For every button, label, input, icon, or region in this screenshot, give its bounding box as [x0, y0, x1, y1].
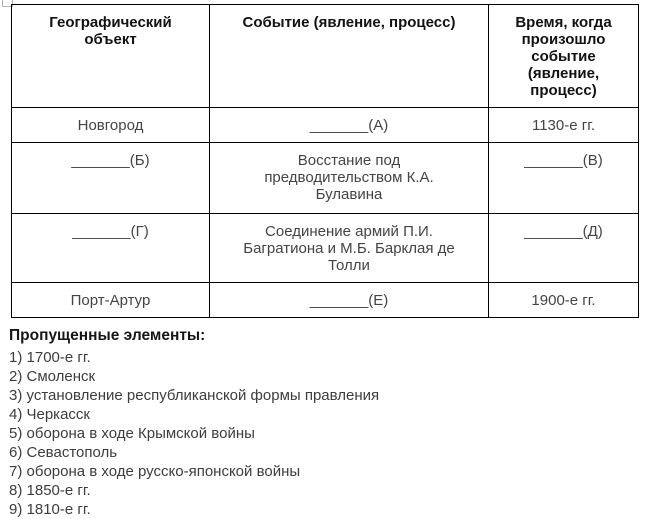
cell-blank-b: _______(Б): [12, 143, 210, 214]
cell-event-bulavin-text: Восстание под предводительством К.А. Булавина: [264, 152, 434, 203]
missing-element-item-7: 7) оборона в ходе русско-японской войны: [9, 463, 301, 480]
cell-blank-e: _______(Е): [210, 283, 489, 318]
missing-elements-section: [9, 326, 639, 519]
cell-blank-d: _______(Д): [489, 214, 639, 283]
col-header-time: [489, 5, 639, 108]
cell-time-1130s: 1130-е гг.: [489, 108, 639, 143]
col-header-time-label: Время, когда произошло событие (явление, процесс): [515, 14, 612, 99]
cell-geo-novgorod: Новгород: [12, 108, 210, 143]
cell-geo-port-arthur: Порт-Артур: [12, 283, 210, 318]
events-table: [11, 4, 639, 318]
missing-element-item-5: 5) оборона в ходе Крымской войны: [9, 425, 255, 442]
cell-blank-v: _______(В): [489, 143, 639, 214]
cell-blank-a: _______(А): [210, 108, 489, 143]
cell-event-bagration-text: Соединение армий П.И. Багратиона и М.Б. Барклая де Толли: [243, 223, 455, 274]
table-row-bagration: [12, 214, 639, 283]
missing-element-item-4: 4) Черкасск: [9, 406, 90, 423]
table-row-bulavin: [12, 143, 639, 214]
cell-blank-g: _______(Г): [12, 214, 210, 283]
table-row-novgorod: [12, 108, 639, 143]
missing-elements-heading: Пропущенные элементы:: [9, 327, 206, 344]
missing-element-item-9: 9) 1810-е гг.: [9, 501, 91, 518]
table-row-port-arthur: [12, 283, 639, 318]
table-header-row: [12, 5, 639, 108]
cell-event-bagration: [210, 214, 489, 283]
missing-element-item-3: 3) установление республиканской формы правления: [9, 387, 380, 404]
col-header-event-label: Событие (явление, процесс): [242, 14, 456, 31]
missing-element-item-6: 6) Севастополь: [9, 444, 118, 461]
col-header-geo-object-label: Географический объект: [49, 14, 172, 48]
missing-element-item-1: 1) 1700-е гг.: [9, 349, 91, 366]
cell-event-bulavin: [210, 143, 489, 214]
col-header-geo-object: [12, 5, 210, 108]
missing-element-item-2: 2) Смоленск: [9, 368, 96, 385]
col-header-event: [210, 5, 489, 108]
missing-element-item-8: 8) 1850-е гг.: [9, 482, 91, 499]
cell-time-1900s: 1900-е гг.: [489, 283, 639, 318]
